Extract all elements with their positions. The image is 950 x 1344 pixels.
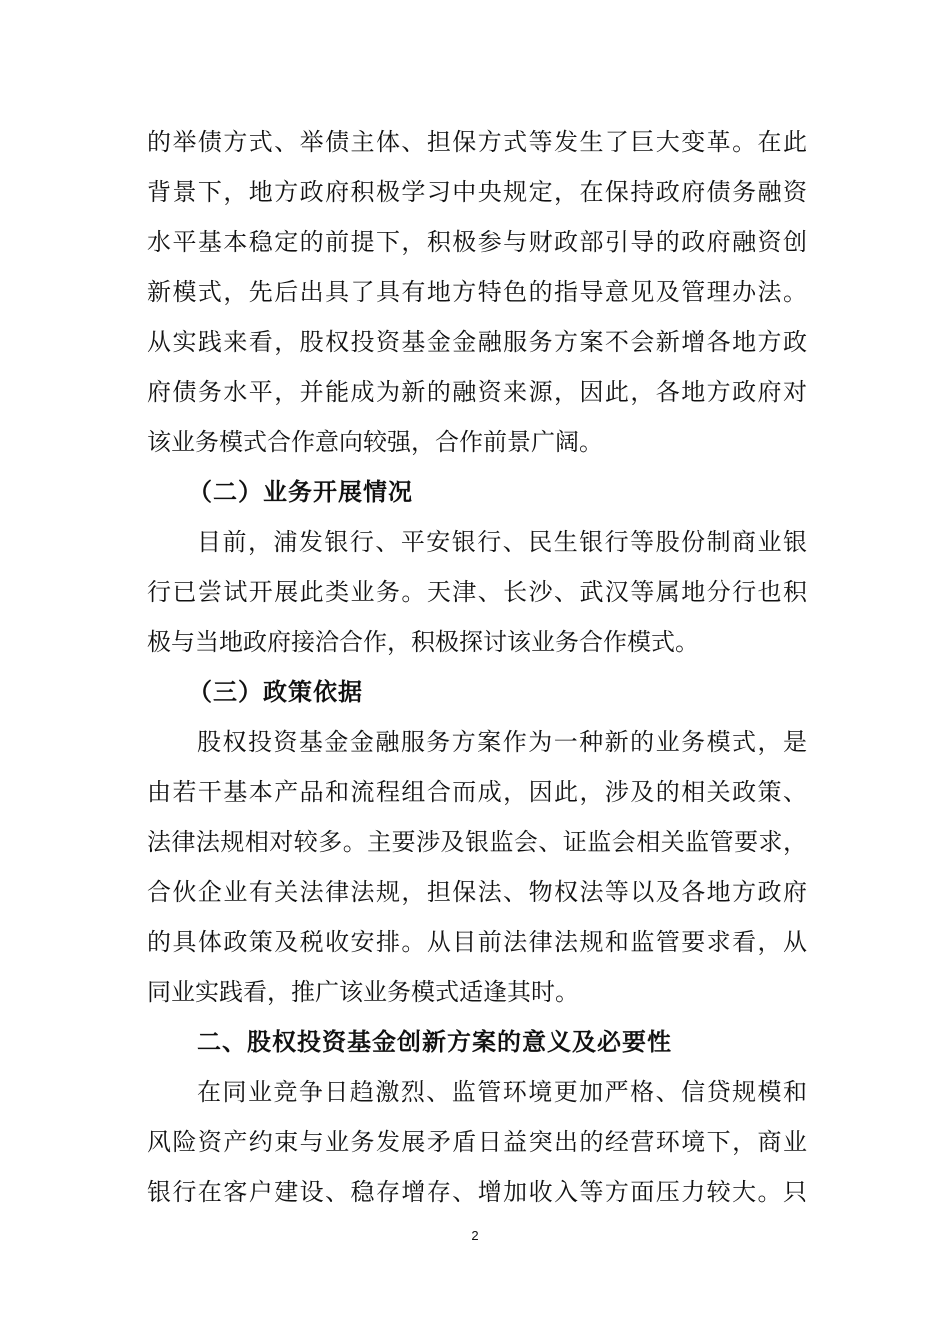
paragraph-line: 股权投资基金金融服务方案作为一种新的业务模式，是 — [197, 728, 807, 756]
section-heading: 二、股权投资基金创新方案的意义及必要性 — [197, 1028, 672, 1056]
subsection-heading: （二）业务开展情况 — [188, 478, 413, 506]
paragraph-line: 水平基本稳定的前提下，积极参与财政部引导的政府融资创 — [147, 228, 807, 256]
page-number: 2 — [471, 1228, 479, 1243]
paragraph-line: 极与当地政府接洽合作，积极探讨该业务合作模式。 — [147, 628, 699, 656]
paragraph-line: 合伙企业有关法律法规，担保法、物权法等以及各地方政府 — [147, 878, 807, 906]
paragraph-line: 由若干基本产品和流程组合而成，因此，涉及的相关政策、 — [147, 778, 807, 806]
paragraph-line: 新模式，先后出具了具有地方特色的指导意见及管理办法。 — [147, 278, 807, 306]
paragraph-line: 风险资产约束与业务发展矛盾日益突出的经营环境下，商业 — [147, 1128, 807, 1156]
paragraph-line: 的具体政策及税收安排。从目前法律法规和监管要求看，从 — [147, 928, 807, 956]
paragraph-line: 府债务水平，并能成为新的融资来源，因此，各地方政府对 — [147, 378, 807, 406]
paragraph-line: 该业务模式合作意向较强，合作前景广阔。 — [147, 428, 603, 456]
paragraph-line: 同业实践看，推广该业务模式适逢其时。 — [147, 978, 579, 1006]
subsection-heading: （三）政策依据 — [188, 678, 363, 706]
paragraph-line: 的举债方式、举债主体、担保方式等发生了巨大变革。在此 — [147, 128, 807, 156]
paragraph-line: 目前，浦发银行、平安银行、民生银行等股份制商业银 — [197, 528, 807, 556]
paragraph-line: 在同业竞争日趋激烈、监管环境更加严格、信贷规模和 — [197, 1078, 807, 1106]
paragraph-line: 从实践来看，股权投资基金金融服务方案不会新增各地方政 — [147, 328, 807, 356]
paragraph-line: 背景下，地方政府积极学习中央规定，在保持政府债务融资 — [147, 178, 807, 206]
paragraph-line: 行已尝试开展此类业务。天津、长沙、武汉等属地分行也积 — [147, 578, 807, 606]
paragraph-line: 银行在客户建设、稳存增存、增加收入等方面压力较大。只 — [147, 1178, 807, 1206]
paragraph-line: 法律法规相对较多。主要涉及银监会、证监会相关监管要求， — [147, 828, 807, 856]
